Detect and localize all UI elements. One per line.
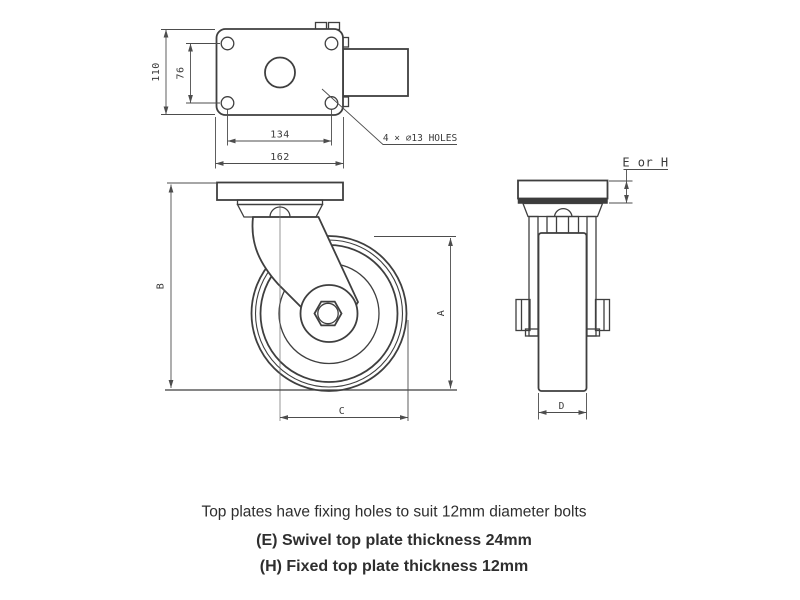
axle-nut-right (596, 300, 610, 331)
note-fixing-holes: Top plates have fixing holes to suit 12mm diameter bolts (201, 503, 587, 521)
front-top-plate (518, 181, 608, 199)
dim-label-76: 76 (175, 66, 187, 80)
wheel-plan-outline (343, 49, 408, 96)
top-plan-view (151, 23, 457, 169)
axle-nut-left (516, 300, 530, 331)
stem-hex-nut (547, 217, 579, 234)
note-fixed-thickness: (H) Fixed top plate thickness 12mm (259, 558, 529, 575)
dim-label-162: 162 (270, 152, 290, 163)
front-swivel-housing (523, 204, 603, 217)
dim-label-A: A (436, 309, 447, 317)
fork-leg-right (587, 217, 596, 337)
dim-label-134: 134 (270, 129, 290, 141)
dim-label-110: 110 (151, 62, 162, 82)
dim-label-C: C (338, 406, 346, 417)
dim-label-E-or-H: E or H (622, 155, 669, 170)
side-top-plate (217, 183, 343, 201)
dim-label-D: D (558, 401, 565, 412)
axle-hex-nut (315, 302, 342, 326)
swivel-race-strip (518, 199, 608, 204)
front-view (516, 156, 669, 420)
dim-label-B: B (155, 282, 167, 290)
holes-note-label: 4 × ∅13 HOLES (382, 133, 458, 144)
notes-block (201, 504, 586, 576)
top-plate-outline (217, 29, 344, 115)
wheel-front-outline (539, 233, 587, 391)
front-kingpin-dome (555, 209, 573, 217)
note-swivel-thickness: (E) Swivel top plate thickness 24mm (256, 532, 532, 549)
side-view (156, 183, 458, 422)
